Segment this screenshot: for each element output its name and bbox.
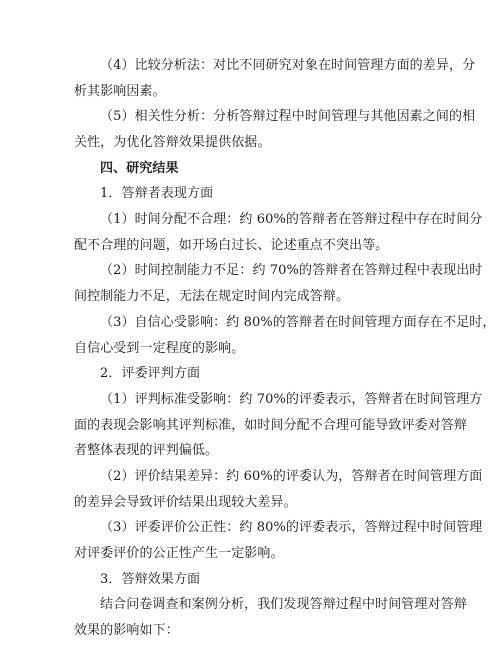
paragraph-line: 者整体表现的评判偏低。	[74, 443, 219, 459]
paragraph-line: （2）评价结果差异：约 60%的评委认为，答辩者在时间管理方面	[100, 468, 483, 484]
subsection-heading: 1．答辩者表现方面	[100, 186, 214, 202]
paragraph-line: （1）评判标准受影响：约 70%的评委表示，答辩者在时间管理方	[100, 391, 483, 407]
paragraph-line: 间控制能力不足，无法在规定时间内完成答辩。	[74, 289, 350, 305]
subsection-heading: 3．答辩效果方面	[100, 571, 201, 587]
paragraph-line: 配不合理的问题，如开场白过长、论述重点不突出等。	[74, 237, 389, 253]
paragraph-line: 效果的影响如下：	[74, 623, 179, 638]
paragraph-line: （5）相关性分析：分析答辩过程中时间管理与其他因素之间的相	[100, 109, 476, 125]
paragraph-line: 结合问卷调查和案例分析，我们发现答辩过程中时间管理对答辩	[100, 597, 467, 613]
paragraph-line: 的差异会导致评价结果出现较大差异。	[74, 494, 297, 510]
paragraph-line: 对评委评价的公正性产生一定影响。	[74, 545, 284, 561]
paragraph-line: （3）评委评价公正性：约 80%的评委表示，答辩过程中时间管理	[100, 520, 483, 536]
subsection-heading: 2．评委评判方面	[100, 366, 201, 382]
paragraph-line: （1）时间分配不合理：约 60%的答辩者在答辩过程中存在时间分	[100, 212, 483, 228]
paragraph-line: 面的表现会影响其评判标准，如时间分配不合理可能导致评委对答辩	[74, 417, 468, 433]
section-heading: 四、研究结果	[100, 160, 179, 176]
paragraph-line: 关性，为优化答辩效果提供依据。	[74, 135, 271, 151]
paragraph-line: （2）时间控制能力不足：约 70%的答辩者在答辩过程中表现出时	[100, 263, 483, 279]
paragraph-line: （3）自信心受影响：约 80%的答辩者在时间管理方面存在不足时，	[100, 314, 496, 330]
paragraph-line: 析其影响因素。	[74, 83, 166, 99]
paragraph-line: 自信心受到一定程度的影响。	[74, 340, 245, 356]
paragraph-line: （4）比较分析法：对比不同研究对象在时间管理方面的差异，分	[100, 58, 476, 73]
